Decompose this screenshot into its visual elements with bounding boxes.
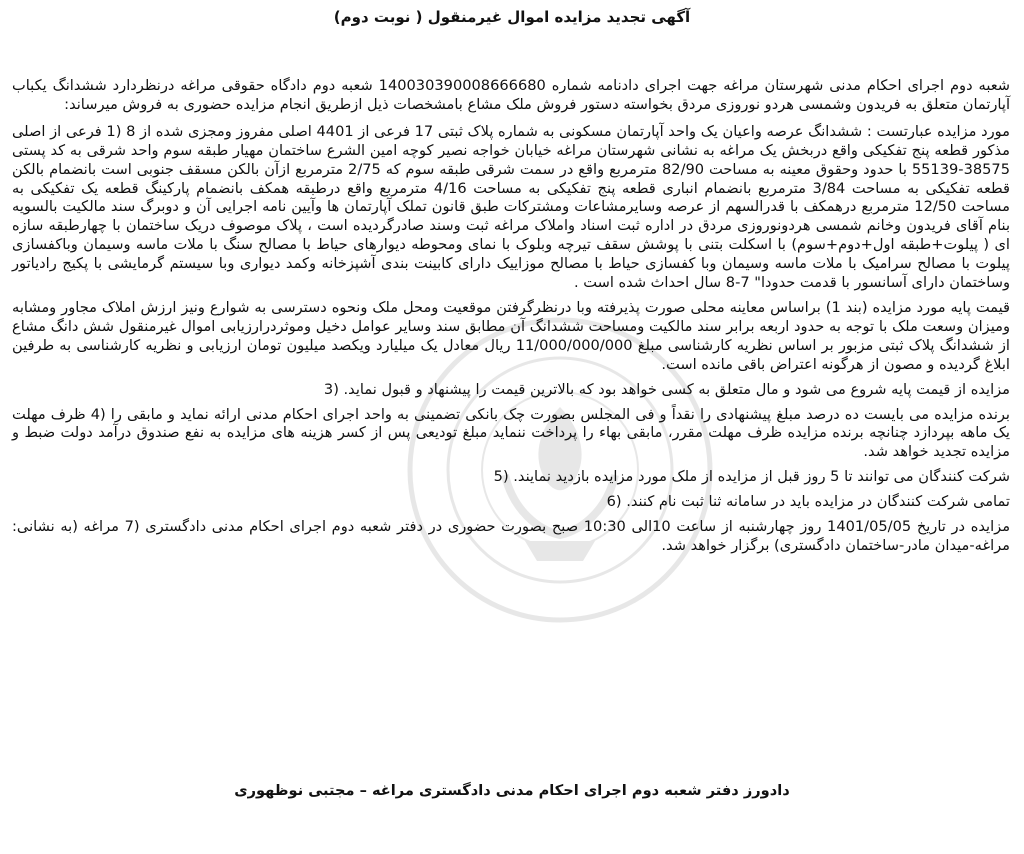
item-6-registration: تمامی شرکت کنندگان در مزایده باید در سامانه ثنا ثبت نام کنند. (6	[606, 493, 1010, 511]
signature-line: دادورز دفتر شعبه دوم اجرای احکام مدنی دادگستری مراغه – مجتبی نوظهوری	[234, 782, 790, 799]
notice-title: آگهی تجدید مزایده اموال غیرمنقول ( نوبت دوم)	[333, 8, 691, 26]
intro-paragraph: شعبه دوم اجرای احکام مدنی شهرستان مراغه جهت اجرای دادنامه شماره 140030390008666680 شعبه دوم دادگاه حقوقی مراغه درنظردارد ششدانگ یکباب آپارتمان متعلق به فریدون وشمسی هردو نوروزی مردق بخواسته دستور فروش ملک مشاع بامشخصات ذیل ازطریق انجام مزایده حضوری به فروش میرساند:	[12, 77, 1011, 113]
item-2-base-price: قیمت پایه مورد مزایده (بند 1) براساس معاینه محلی صورت پذیرفته وبا درنظرگرفتن موقعیت ومحل ملک ونحوه دسترسی به شوارع ونیز ارزش املاک مجاور ومشابه ومیزان وسعت ملک با توجه به حدود اربعه برابر سند مالکیت ومساحت ششدانگ آن مطابق سند وسایر عوامل دخیل وموثردرارزیابی اموال غیرمنقول شش دانگ مشاع از ششدانگ پلاک ثبتی مزبور بر اساس نظریه کارشناسی مبلغ 11/000/000/000 ریال معادل یک میلیارد ویکصد میلیون تومان ارزیابی و نظریه کارشناسی به طرفین ابلاغ گردیده و مصون از هرگونه اعتراض باقی مانده است.	[12, 298, 1010, 373]
item-1-property-description: مورد مزایده عبارتست : ششدانگ عرصه واعیان یک واحد آپارتمان مسکونی به شماره پلاک ثبتی 17 فرعی از 4401 اصلی مفروز ومجزی شده از 8 (1 فرعی از اصلی مذکور قطعه پنج تفکیکی واقع دربخش یک مراغه به نشانی شهرستان مراغه خیابان خواجه نصیر کوچه امین الشرع ساختمان مهیار طبقه سوم واحد شرقی به کد پستی 38575-55139 با حدود وحقوق معینه به مساحت 82/90 مترمربع واقع در سمت شرقی طبقه سوم که 2/75 مترمربع ازآن بالکن مسقف جنوبی است بانضمام بالکن قطعه تفکیکی به مساحت 3/84 مترمربع بانضمام انباری قطعه پنج تفکیکی به مساحت 4/16 مترمربع واقع درطبقه همکف بانضمام پارکینگ قطعه یک تفکیکی به مساحت 12/50 مترمربع درهمکف با قدرالسهم از عرصه وسایرمشاعات ومشترکات طبق قانون تملک آپارتمان ها وآیین نامه اجرایی آن و دوبرگ سند مالکیت بالسویه بنام آقای فریدون وخانم شمسی هردونوروزی مردق در اداره ثبت اسناد واملاک مراغه ثبت وسند صادرگردیده است ، پلاک موصوف دریک ساختمان با چهارطبقه سازه ای ( پیلوت+طبقه اول+دوم+سوم) با اسکلت بتنی با پوشش سقف تیرچه وبلوک با نمای ومحوطه دیوارهای حیاط با مصالح سنگ با ملات ماسه وسیمان وباکفسازی پیلوت با مصالح سرامیک با ملات ماسه وسیمان وبا کفسازی حیاط با مصالح موزاییک دارای کابینت بندی آشپزخانه وکمد دیواری وبا سیستم گرمایشی با پکیج رادیاتور وساختمان دارای آسانسور با قدمت حدودا" 7-8 سال احداث شده است .	[12, 122, 1010, 292]
item-4-payment-terms: برنده مزایده می بایست ده درصد مبلغ پیشنهادی را نقداً و فی المجلس بصورت چک بانکی تضمینی به واحد اجرای احکام مدنی ارائه نماید و مابقی را (4 ظرف مهلت یک ماهه بپردازد چنانچه برنده مزایده ظرف مهلت مقرر، مابقی بهاء را پرداخت ننماید مبلغ تودیعی پس از کسر هزینه های مزایده به نفع صندوق درآمد دولت ضبط و مزایده تجدید خواهد شد.	[12, 405, 1010, 461]
notice-body	[12, 77, 1010, 556]
item-7-auction-date: مزایده در تاریخ 1401/05/05 روز چهارشنبه از ساعت 10الی 10:30 صبح بصورت حضوری در دفتر شعبه دوم اجرای احکام مدنی دادگستری (7 مراغه (به نشانی: مراغه-میدان مادر-ساختمان دادگستری) برگزار خواهد شد.	[12, 518, 1011, 554]
item-5-visit-rule: شرکت کنندگان می توانند تا 5 روز قبل از مزایده از ملک مورد مزایده بازدید نمایند. (5	[493, 468, 1010, 486]
item-3-starting-price: مزایده از قیمت پایه شروع می شود و مال متعلق به کسی خواهد بود که بالاترین قیمت را پیشنهاد و قبول نماید. (3	[323, 380, 1010, 398]
